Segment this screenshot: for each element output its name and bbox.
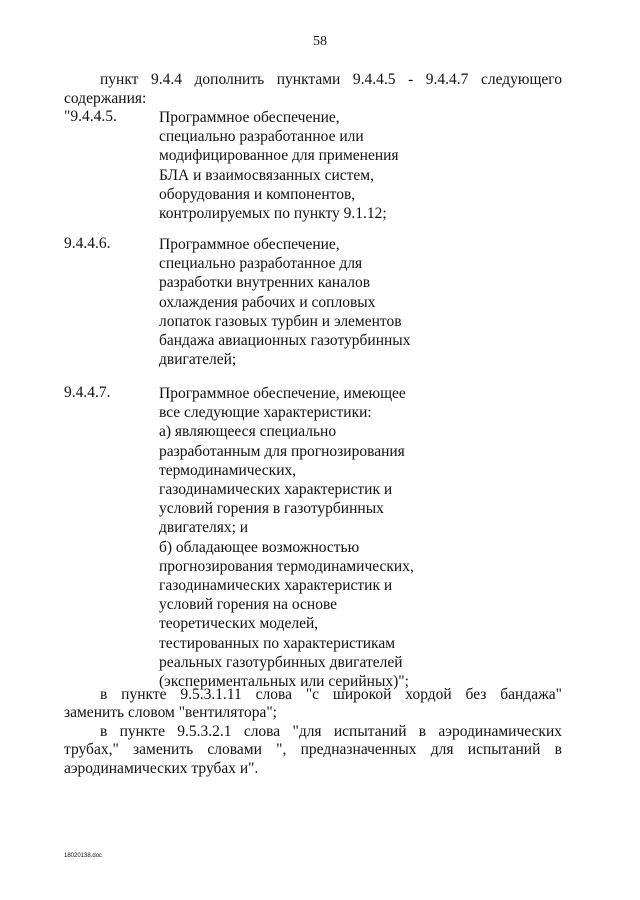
file-reference: 18020138.doc [64,853,103,859]
paragraph-line: трубах," заменить словами ", предназначенных для испытаний в [64,741,562,759]
item-text [159,108,459,223]
item-line: разработки внутренних каналов [159,274,371,292]
item-number: 9.4.4.7. [64,384,111,401]
item-line: Программное обеспечение, [159,236,340,253]
item-line: разработанным для прогнозирования [159,442,405,460]
item-line: модифицированное для применения [159,147,399,165]
page-number: 58 [313,34,327,49]
paragraph-line: заменить словом "вентилятора"; [64,704,277,722]
item-line: термодинамических, [159,461,297,479]
item-line: двигателях; и [159,519,249,537]
item-line: прогнозирования термодинамических, [159,557,414,575]
item-line: газодинамических характеристик и [159,577,393,595]
intro-line-1: пункт 9.4.4 дополнить пунктами 9.4.4.5 - 9.4.4.7 следующего [100,71,562,88]
item-line: специально разработанное для [159,255,363,273]
item-line: БЛА и взаимосвязанных систем, [159,166,374,184]
item-number: 9.4.4.6. [64,235,111,252]
item-line: газодинамических характеристик и [159,481,393,499]
item-line: контролируемых по пункту 9.1.12; [159,205,387,223]
item-line: б) обладающее возможностью [159,538,360,556]
item-line: тестированных по характеристикам [159,634,396,652]
item-line: двигателей; [159,351,237,369]
item-line: (экспериментальных или серийных)"; [159,673,409,691]
item-text [159,384,459,691]
item-line: бандажа авиационных газотурбинных [159,332,411,350]
item-line: Программное обеспечение, [159,109,340,126]
item-line: условий горения на основе [159,596,338,614]
item-line: Программное обеспечение, имеющее [159,385,406,402]
amendment-paragraph-2 [64,723,562,778]
paragraph-line: аэродинамических трубах и". [64,759,259,777]
item-line: а) являющееся специально [159,423,337,441]
item-text [159,235,459,369]
item-line: охлаждения рабочих и сопловых [159,293,376,311]
item-line: специально разработанное или [159,128,364,146]
item-line: реальных газотурбинных двигателей [159,653,403,671]
amendment-paragraph-1 [64,686,562,723]
paragraph-line: в пункте 9.5.3.1.11 слова "с широкой хордой без бандажа" [100,686,562,703]
intro-line-2: содержания: [64,89,147,107]
item-line: теоретических моделей, [159,615,319,633]
paragraph-line: в пункте 9.5.3.2.1 слова "для испытаний в аэродинамических [100,723,562,740]
item-line: условий горения в газотурбинных [159,500,384,518]
item-line: оборудования и компонентов, [159,185,356,203]
item-line: все следующие характеристики: [159,404,372,422]
intro-paragraph [64,71,562,108]
item-number: "9.4.4.5. [64,108,117,125]
item-line: лопаток газовых турбин и элементов [159,312,402,330]
